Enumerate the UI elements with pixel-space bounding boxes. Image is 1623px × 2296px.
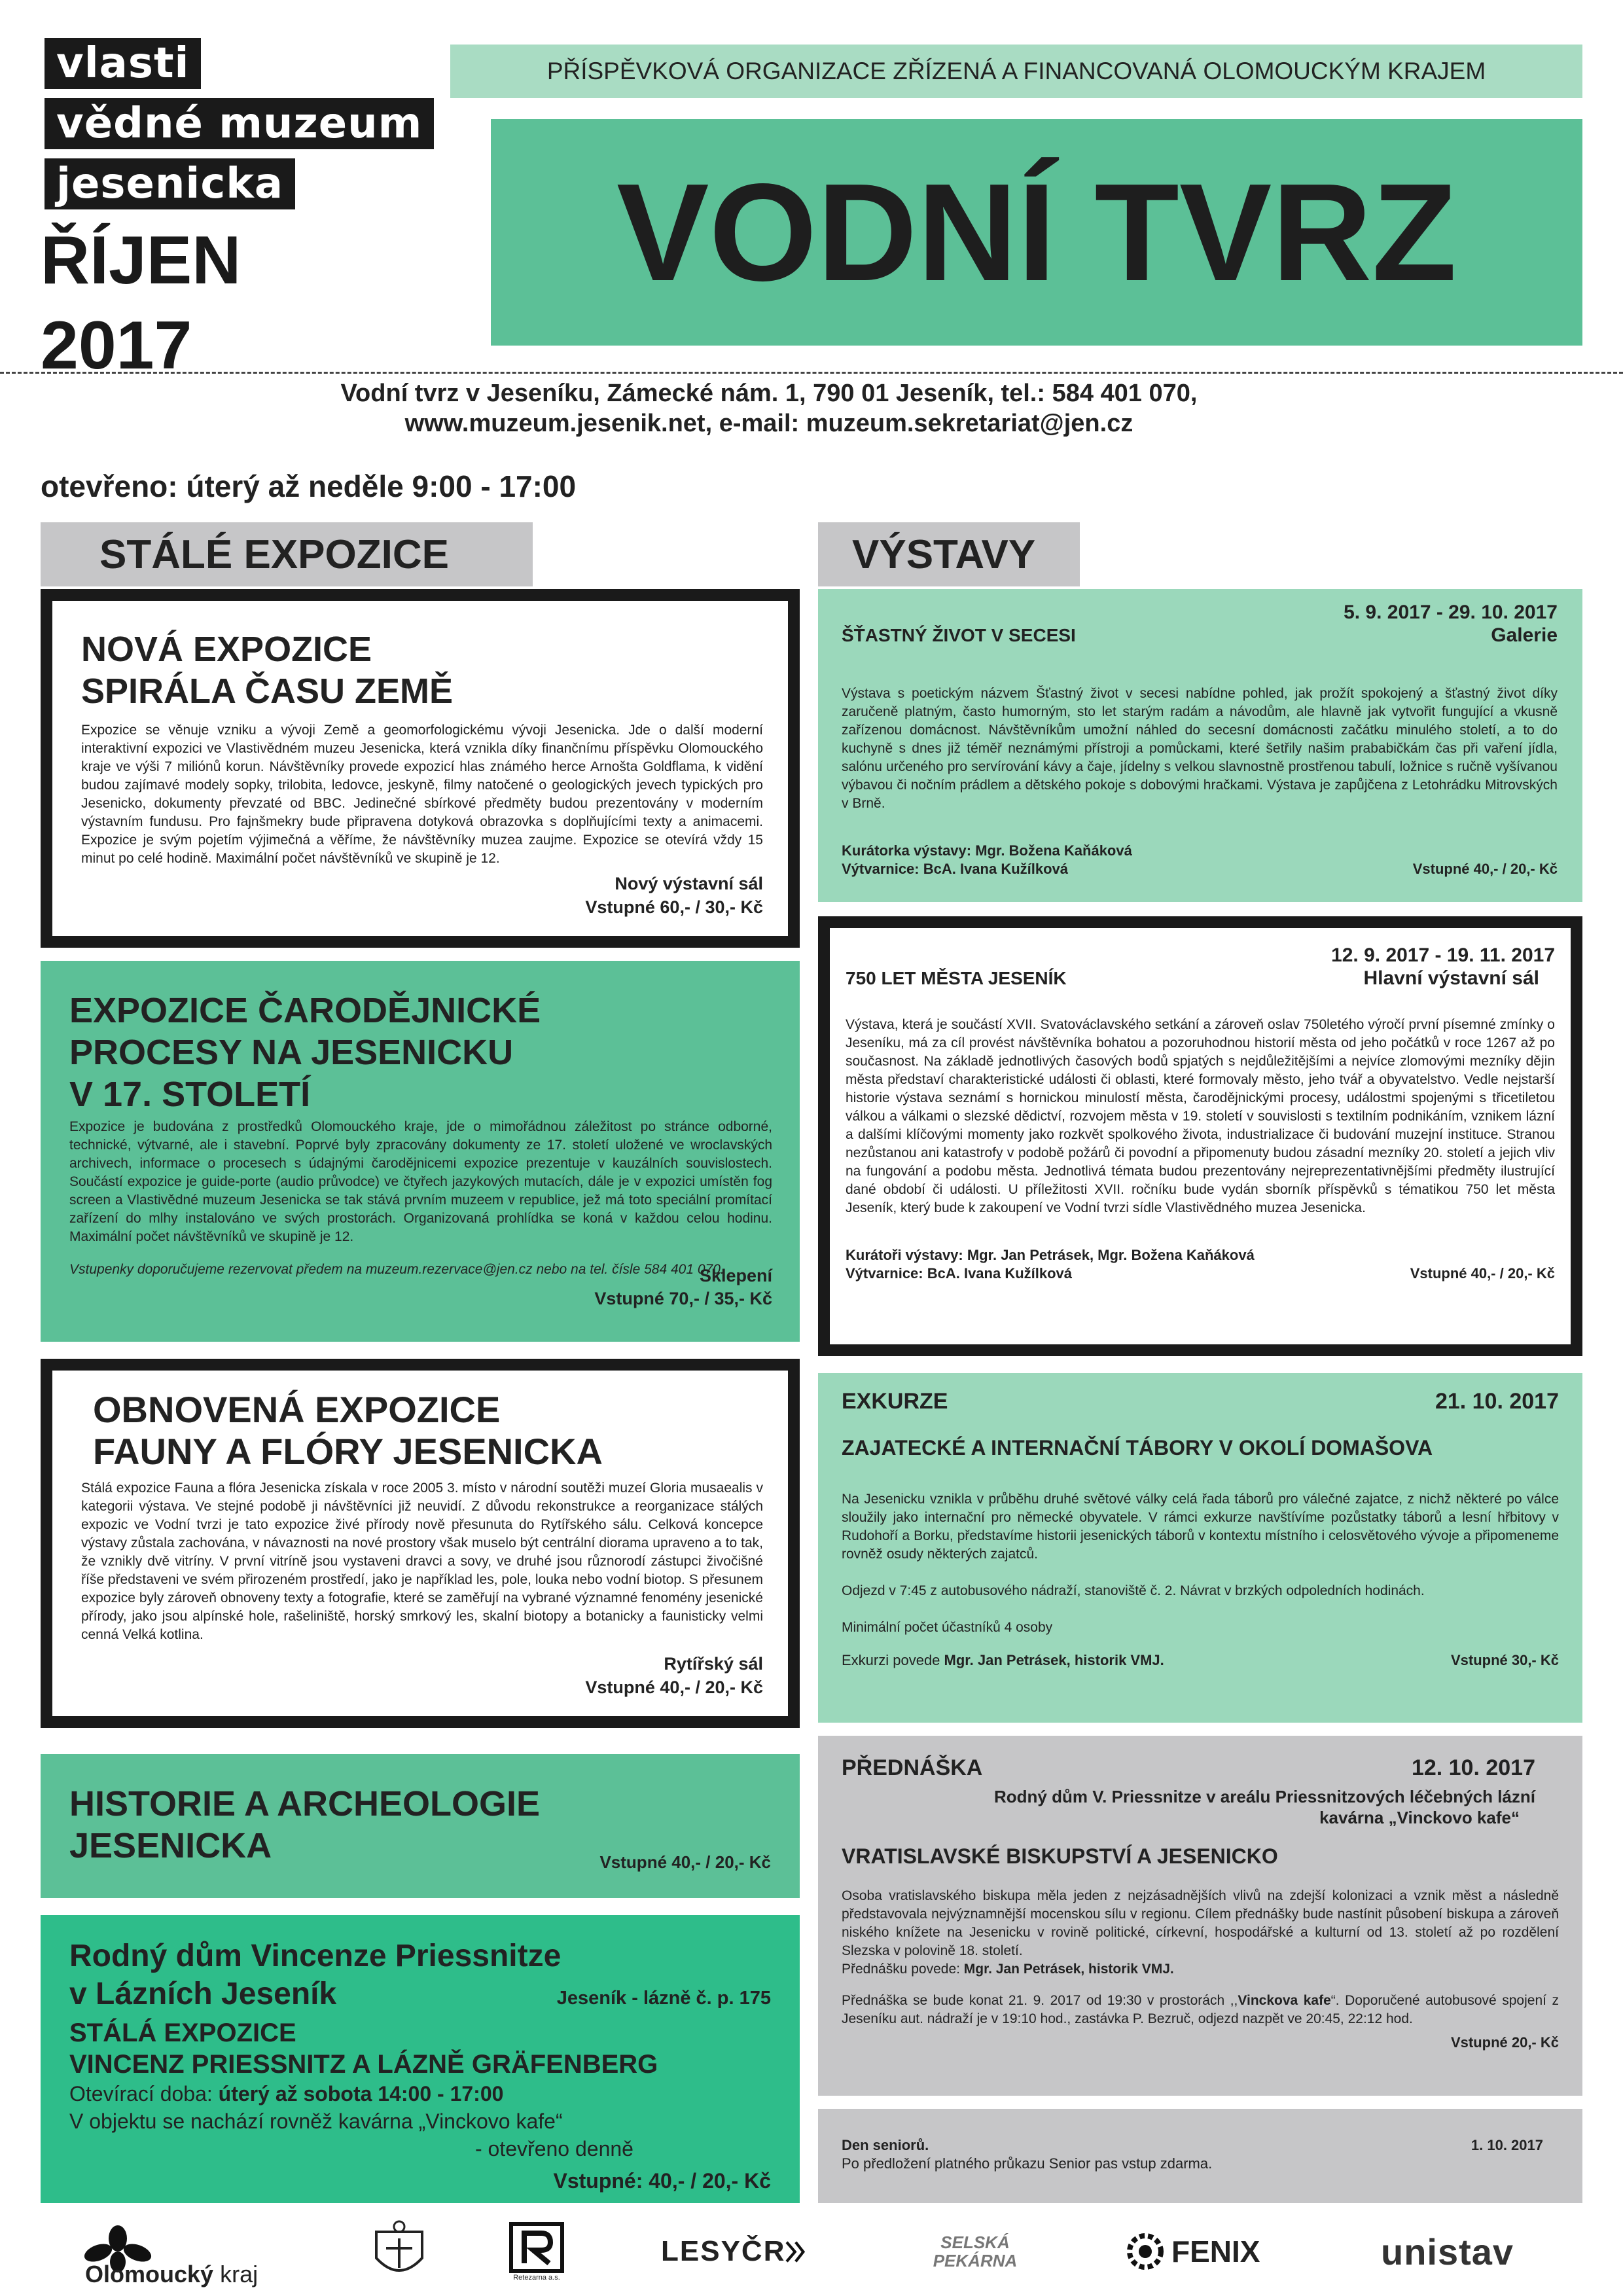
- prednaska-details-post: “. Doporučené autobusové spojení z Jeseníku aut. nádraží je v 19:10 hod., zastávka P. Bezruč, odjezd nazpět ve 20:45, 22:12 hod.: [842, 1993, 1560, 2026]
- secese-title: ŠŤASTNÝ ŽIVOT V SECESI: [842, 625, 1076, 645]
- priessnitz-title-2: v Lázních Jeseník: [69, 1977, 337, 2011]
- priessnitz-sub-1: STÁLÁ EXPOZICE: [69, 2018, 296, 2047]
- header-divider: [0, 372, 1623, 374]
- jes750-text: Výstava, která je součástí XVII. Svatováclavského setkání a zároveň oslav 750letého výročí první písemné zmínky o Jeseníku, má za cíl provést návštěvníka bohatou a pozoruhodnou historií města od jeho počátků v roce 1267 až po současnost. Na základě jednotlivých časových bodů spjatých s nejdůležitějšími a nejvíce zlomovými mezníky dějin města představí charakteristické události či oblasti, které formovaly město, jeho tvář a obyvatelstvo. Vedle nejstarší historie výstava seznámí s hornickou minulostí města, čarodějnickými procesy, událostmi spojenými s třicetiletou válkou a válkami o slezské dědictví, rozvojem města v 19. století v souvislosti s textilním podnikáním, vznikem lázní a dalšími klíčovými momenty jako rozkvět spolkového života, industrializace či budování muzejní instituce. Stranou nezůstanou ani katastrofy v podobě požárů či povodní a připomenuty budou zásadní mezníky 20. století a jejich vliv na fungování a podobu města. Jednotlivá témata budou prezentovány nejreprezentativnějšími předměty ilustrující dané období či události. U příležitosti XVII. ročníku bude vydán sborník příspěvků s tématikou 750 let města Jeseník, který bude k zakoupení ve Vodní tvrzi sídle Vlastivědného muzea Jesenicka.: [846, 1017, 1555, 1215]
- retezarna-icon: [507, 2221, 566, 2274]
- card-secese: [818, 589, 1582, 902]
- olomoucky-word: Olomoucký: [85, 2261, 214, 2287]
- card-prednaska: [818, 1736, 1582, 2096]
- jes750-price: Vstupné 40,- / 20,- Kč: [1410, 1265, 1555, 1282]
- carod-text: Expozice je budována z prostředků Olomouckého kraje, jde o mimořádnou záležitost po stránce odborné, technické, výtvarné, ale i stavební. Poprvé byly zpracovány dokumenty ze 17. století uložené ve wroclavských archivech, informace o procesech s údajnými čarodějnicemi expozice prezentuje v kauzálních souvislostech. Součástí expozice je guide-porte (audio průvodce) ve čtyřech jazykových mutacích, dále je v expozici umístěn fog screen a Vlastivědné muzeum Jesenicka se tak stává prvním muzeem v republice, jež má toto speciální promítací zařízení do mlhy instalováno ve svých prostorách. Organizovaná prohlídka se koná v každou celou hodinu. Maximální počet návštěvníků ve skupině je 12.: [69, 1119, 772, 1244]
- fauna-title-1: OBNOVENÁ EXPOZICE: [93, 1389, 501, 1430]
- card-fauna-flora: [41, 1359, 800, 1728]
- crest-icon: [370, 2219, 429, 2284]
- unistav-text: unistav: [1381, 2231, 1514, 2272]
- card-exkurze: [818, 1373, 1582, 1723]
- carod-title-3: V 17. STOLETÍ: [69, 1075, 311, 1114]
- selska-pekarna-logo: [910, 2219, 1041, 2284]
- exkurze-title: ZAJATECKÉ A INTERNAČNÍ TÁBORY V OKOLÍ DOMAŠOVA: [842, 1436, 1433, 1460]
- selska-text: SELSKÁ: [940, 2233, 1010, 2252]
- nova-title-1: NOVÁ EXPOZICE: [81, 630, 372, 669]
- opening-hours: otevřeno: úterý až neděle 9:00 - 17:00: [41, 469, 577, 503]
- exkurze-text: Na Jesenicku vznikla v průběhu druhé světové války celá řada táborů pro válečné zajatce, z nichž některé po válce sloužily jako internační pro německé obyvatele. V rámci exkurze navštívíme pozůstatky táborů a lesní hřbitovy v Rudohoří a Borku, představíme historii jesenických táborů v kontextu místního i celosvětového vývoje a připomeneme rovněž osudy některých zajatců.: [842, 1492, 1559, 1562]
- secese-curator: Kurátorka výstavy: Mgr. Božena Kaňáková: [842, 842, 1132, 859]
- fauna-place: Rytířský sál: [664, 1654, 763, 1674]
- prednaska-title: VRATISLAVSKÉ BISKUPSTVÍ A JESENICKO: [842, 1844, 1278, 1868]
- fauna-title-2: FAUNY A FLÓRY JESENICKA: [93, 1431, 603, 1472]
- priessnitz-cafe: V objektu se nachází rovněž kavárna „Vinckovo kafe“: [69, 2109, 563, 2133]
- kraj-word: kraj: [220, 2261, 259, 2287]
- secese-designer: Výtvarnice: BcA. Ivana Kužílková: [842, 861, 1069, 877]
- secese-text: Výstava s poetickým názvem Šťastný život v secesi nabídne pohled, jak prožít spokojený a šťastný život díky zaručeně platným, často humorným, sto let starým radám a návodům, ale hlavně jak vytvořit fungující a vkusně zařízenou domácnost. Návštěvníkům umožní náhled do secesní domácnosti začátku minulého století, a to do kuchyně s dnes již téměř neznámými přístroji a pomůckami, které šetřily našim prababičkám čas při vaření jídla, salónu určeného pro servírování kávy a čaje, jídelny s velkou slavnostně prostřenou tabulí, ložnice s ručně vyšívanou výbavou či nočním prádlem a dětského pokoje s dobovými hračkami. Výstava je zapůjčena z Letohrádku Mitrovských v Brně.: [842, 686, 1558, 811]
- secese-place: Galerie: [1491, 624, 1558, 646]
- org-banner: PŘÍSPĚVKOVÁ ORGANIZACE ZŘÍZENÁ A FINANCOVANÁ OLOMOUCKÝM KRAJEM: [450, 45, 1582, 98]
- jes750-place: Hlavní výstavní sál: [1363, 967, 1539, 989]
- priessnitz-hours: [69, 2080, 771, 2108]
- carod-note: Vstupenky doporučujeme rezervovat předem na muzeum.rezervace@jen.cz nebo na tel. čísle 584 401 070.: [69, 1262, 724, 1277]
- prednaska-speaker: [842, 1960, 1559, 1979]
- retezarna-text: Retezarna a.s.: [513, 2274, 560, 2282]
- lesy-cr-logo: [661, 2219, 805, 2284]
- exkurze-price: Vstupné 30,- Kč: [1450, 1652, 1559, 1668]
- prednaska-place-1: Rodný dům V. Priessnitze v areálu Priessnitzových léčebných lázní: [993, 1787, 1535, 1806]
- jes750-dates: 12. 9. 2017 - 19. 11. 2017: [1331, 944, 1555, 966]
- section-vystavy: VÝSTAVY: [818, 522, 1080, 586]
- priessnitz-hours-label: Otevírací doba:: [69, 2082, 219, 2106]
- priessnitz-sub-2: VINCENZ PRIESSNITZ A LÁZNĚ GRÄFENBERG: [69, 2050, 658, 2079]
- lesy-tree-icon: [785, 2229, 805, 2274]
- priessnitz-cafe-2: - otevřeno denně: [475, 2137, 633, 2161]
- month: ŘÍJEN: [41, 223, 241, 298]
- unistav-logo: [1381, 2219, 1564, 2284]
- exkurze-min: Minimální počet účastníků 4 osoby: [842, 1620, 1053, 1635]
- card-nova-expozice: [41, 589, 800, 948]
- fenix-text: FENIX: [1171, 2234, 1260, 2269]
- exkurze-guide-label: Exkurzi povede: [842, 1652, 944, 1668]
- jes750-curators: Kurátoři výstavy: Mgr. Jan Petrásek, Mgr. Božena Kaňáková: [846, 1247, 1255, 1263]
- prednaska-details-bold: Vinckova kafe: [1238, 1993, 1331, 2008]
- priessnitz-title-1: Rodný dům Vincenze Priessnitze: [69, 1939, 562, 1973]
- priessnitz-address: Jeseník - lázně č. p. 175: [556, 1988, 771, 2009]
- nova-text: Expozice se věnuje vzniku a vývoji Země a geomorfologickému vývoji Jesenicka. Jde o další moderní interaktivní expozici ve Vlastivědném muzeu Jesenicka, která vznikla díky finančnímu příspěvku Olomouckého kraje ve výši 7 miliónů korun. Návštěvníky provede expozicí hlas známého herce Arnošta Goldflama, k vidění budou zajímavé modely sopky, trilobita, ledovce, jeskyně, filmy natočené o geologických jevech typických pro Jesenicko, dokumenty převzaté od BBC. Jedinečné sbírkové předměty budou prezentovány v moderním výstavním fundusu. Pro fajnšmekry bude připravena dotyková obrazovka s doplňujícími texty a animacemi. Expozice je svým pojetím výjimečná a věříme, že návštěvníky muzea zaujme. Expozice se otevírá vždy 15 minut po celé hodině. Maximální počet návštěvníků ve skupině je 12.: [81, 723, 763, 866]
- exkurze-departure: Odjezd v 7:45 z autobusového nádraží, stanoviště č. 2. Návrat v brzkých odpoledních hodinách.: [842, 1583, 1425, 1598]
- museum-logo-line-2: vědné muzeum: [45, 98, 434, 149]
- lesy-cr-text: LESYČR: [661, 2235, 786, 2267]
- card-den-senioru: [818, 2109, 1582, 2203]
- fauna-text: Stálá expozice Fauna a flóra Jesenicka získala v roce 2005 3. místo v národní soutěži muzeí Gloria musaealis v kategorii výstava. Ve stejné podobě ji návštěvníci již neuvidí. Z důvodu rekonstrukce a reorganizace stálých expozic ve Vodní tvrzi je tato expozice živé přírody nově přesunuta do Rytířského sálu. Celková koncepce výstavy zůstala zachována, v návaznosti na nové prostory však muselo být centrální diorama upraveno a to tak, že vznikly dvě vitríny. V první vitríně jsou vystaveni dravci a sovy, ve druhé jsou různorodí zástupci živočišné říše představeni ve svém přirozeném prostředí, jako je například les, pole, louka nebo vodní biotop. S přesunem expozice byly zároveň obnoveny texty a fotografie, které se zaměřují na vybrané významné fenomény jesenické přírody, jako jsou alpínské hole, rašeliniště, horský smrkový les, skalní biotopy a botanicky a faunisticky velmi cenná Velká kotlina.: [81, 1480, 763, 1642]
- prednaska-details: [842, 1992, 1559, 2028]
- museum-logo-line-1: vlasti: [45, 38, 201, 89]
- historie-title-2: JESENICKA: [69, 1826, 272, 1865]
- exkurze-date: 21. 10. 2017: [1435, 1389, 1559, 1414]
- card-carodejnicke-procesy: [41, 961, 800, 1342]
- exkurze-guide: [842, 1651, 1164, 1670]
- historie-title-1: HISTORIE A ARCHEOLOGIE: [69, 1784, 541, 1823]
- carod-place: Sklepení: [699, 1266, 772, 1285]
- jes750-designer: Výtvarnice: BcA. Ivana Kužílková: [846, 1265, 1073, 1282]
- carod-title-1: EXPOZICE ČARODĚJNICKÉ: [69, 991, 541, 1030]
- fenix-logo: [1126, 2219, 1283, 2284]
- prednaska-details-pre: Přednáška se bude konat 21. 9. 2017 od 19:30 v prostorách ,,: [842, 1993, 1238, 2008]
- pekarna-text: PEKÁRNA: [933, 2251, 1018, 2270]
- web-email: www.muzeum.jesenik.net, e-mail: muzeum.sekretariat@jen.cz: [404, 410, 1133, 437]
- priessnitz-hours-value: úterý až sobota 14:00 - 17:00: [218, 2082, 504, 2106]
- card-priessnitz: [41, 1915, 800, 2203]
- nova-title-2: SPIRÁLA ČASU ZEMĚ: [81, 672, 454, 711]
- jes750-title: 750 LET MĚSTA JESENÍK: [846, 968, 1067, 988]
- exkurze-guide-name: Mgr. Jan Petrásek, historik VMJ.: [944, 1652, 1164, 1668]
- seniori-date: 1. 10. 2017: [1471, 2137, 1543, 2153]
- prednaska-speaker-label: Přednášku povede:: [842, 1962, 964, 1977]
- historie-price: Vstupné 40,- / 20,- Kč: [599, 1852, 771, 1872]
- prednaska-place-2: kavárna „Vinckovo kafe“: [1319, 1808, 1520, 1827]
- carod-title-2: PROCESY NA JESENICKU: [69, 1033, 514, 1072]
- fenix-gear-icon: [1126, 2232, 1165, 2271]
- prednaska-label: PŘEDNÁŠKA: [842, 1755, 983, 1780]
- secese-price: Vstupné 40,- / 20,- Kč: [1412, 861, 1558, 877]
- retezarna-logo: [497, 2219, 576, 2284]
- fauna-price: Vstupné 40,- / 20,- Kč: [585, 1677, 763, 1697]
- card-750-let: [818, 916, 1582, 1356]
- jesenik-crest-logo: [366, 2219, 432, 2284]
- prednaska-speaker-name: Mgr. Jan Petrásek, historik VMJ.: [963, 1962, 1174, 1977]
- priessnitz-price: Vstupné: 40,- / 20,- Kč: [553, 2169, 771, 2193]
- carod-price: Vstupné 70,- / 35,- Kč: [594, 1289, 772, 1308]
- year: 2017: [41, 308, 192, 384]
- card-historie-archeologie: [41, 1754, 800, 1898]
- prednaska-date: 12. 10. 2017: [1411, 1755, 1535, 1780]
- seniori-title: Den seniorů.: [842, 2137, 929, 2153]
- address: Vodní tvrz v Jeseníku, Zámecké nám. 1, 790 01 Jeseník, tel.: 584 401 070,: [340, 380, 1198, 407]
- prednaska-price: Vstupné 20,- Kč: [1450, 2034, 1559, 2051]
- prednaska-text: Osoba vratislavského biskupa měla jeden z nejzásadnějších vlivů na zdejší kolonizaci a vznik měst a následně představovala nejvýznamnější mocenskou sílu v regionu. Cílem přednášky bude nastínit působení biskupa a zároveň niského knížete na Jesenicku v rovině politické, církevní, hospodářské a kulturní od 13. století až po rozdělení Slezska v polovině 18. století.: [842, 1888, 1559, 1958]
- section-stale-expozice: STÁLÉ EXPOZICE: [41, 522, 533, 586]
- nova-price: Vstupné 60,- / 30,- Kč: [585, 897, 763, 917]
- olomoucky-kraj-logo: [79, 2219, 327, 2287]
- secese-dates: 5. 9. 2017 - 29. 10. 2017: [1344, 601, 1558, 623]
- museum-logo-line-3: jesenicka: [45, 158, 295, 209]
- page-title: VODNÍ TVRZ: [491, 119, 1582, 346]
- nova-place: Nový výstavní sál: [615, 874, 763, 893]
- exkurze-label: EXKURZE: [842, 1389, 948, 1414]
- seniori-text: Po předložení platného průkazu Senior pas vstup zdarma.: [842, 2155, 1213, 2172]
